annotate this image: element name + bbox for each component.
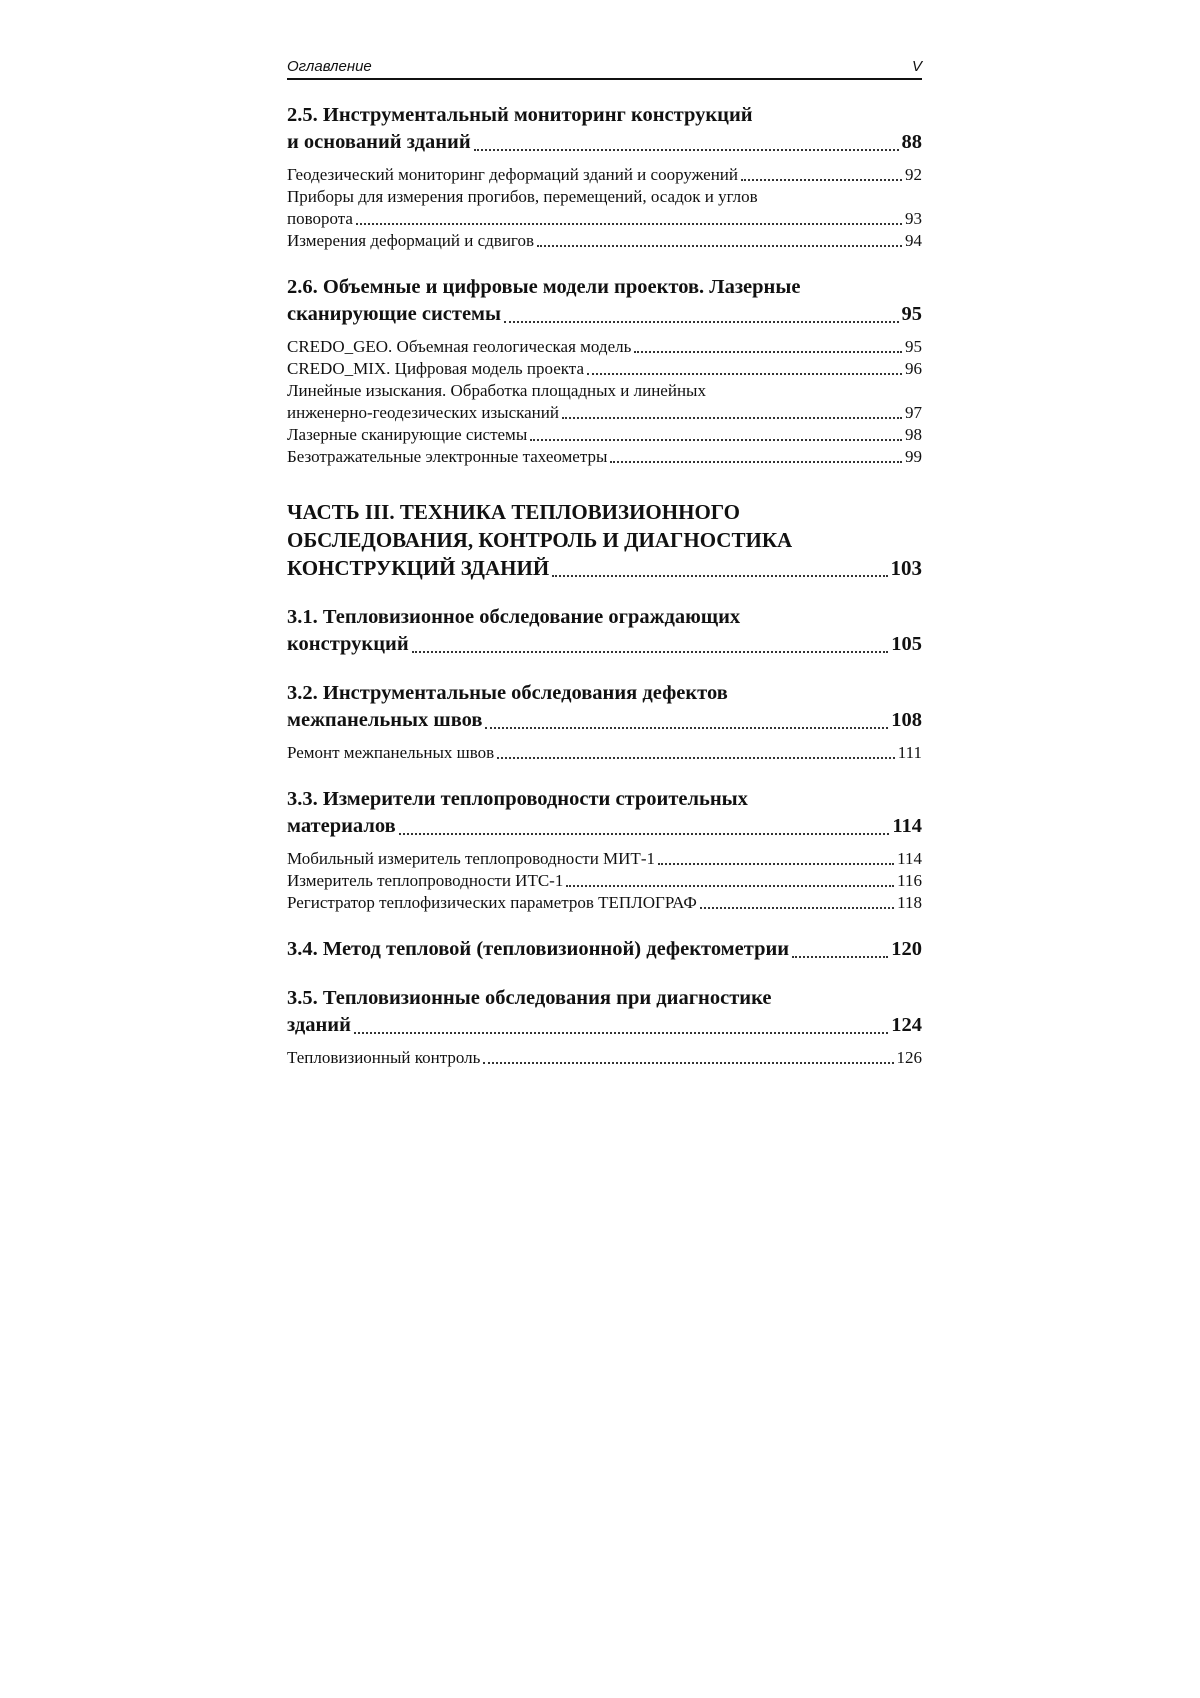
toc-entry-page-number: 124 bbox=[891, 1014, 922, 1036]
toc-entry-title: материалов bbox=[287, 815, 396, 837]
toc-entry-row bbox=[287, 707, 922, 734]
toc-entry-title: Тепловизионный контроль bbox=[287, 1048, 481, 1067]
dot-leader bbox=[412, 651, 889, 653]
dot-leader bbox=[587, 373, 902, 375]
dot-leader bbox=[504, 321, 898, 323]
running-header-title: Оглавление bbox=[287, 58, 372, 75]
dot-leader bbox=[562, 417, 902, 419]
toc-entry-title: Ремонт межпанельных швов bbox=[287, 743, 495, 762]
toc-entry-row bbox=[287, 358, 922, 380]
toc-entry-row bbox=[287, 1047, 922, 1069]
toc-entry-page-number: 93 bbox=[905, 209, 922, 228]
toc-entry-level-3[interactable] bbox=[287, 380, 922, 424]
dot-leader bbox=[483, 1062, 893, 1064]
toc-entry-title: Измерения деформаций и сдвигов bbox=[287, 231, 534, 250]
toc-entry-row bbox=[287, 129, 922, 156]
toc-entry-row bbox=[287, 631, 922, 658]
toc-entry-row bbox=[287, 402, 922, 424]
toc-entry-page-number: 98 bbox=[905, 425, 922, 444]
toc-entry-title: КОНСТРУКЦИЙ ЗДАНИЙ bbox=[287, 556, 550, 580]
toc-entry-page-number: 118 bbox=[897, 893, 922, 912]
toc-entry-row bbox=[287, 742, 922, 764]
toc-entry-level-3[interactable] bbox=[287, 424, 922, 446]
toc-entry-row bbox=[287, 892, 922, 914]
toc-entry-row bbox=[287, 301, 922, 328]
toc-entry-page-number: 111 bbox=[897, 743, 922, 762]
toc-entry-title: инженерно-геодезических изысканий bbox=[287, 403, 559, 422]
toc-entry-row bbox=[287, 554, 922, 582]
toc-entry-row bbox=[287, 208, 922, 230]
table-of-contents bbox=[287, 102, 922, 1069]
dot-leader bbox=[537, 245, 902, 247]
toc-entry-title: межпанельных швов bbox=[287, 709, 483, 731]
toc-entry-level-3[interactable] bbox=[287, 870, 922, 892]
toc-entry-title: Мобильный измеритель теплопроводности МИТ-1 bbox=[287, 849, 655, 868]
toc-entry-page-number: 120 bbox=[891, 938, 922, 960]
toc-entry-level-2[interactable] bbox=[287, 985, 922, 1039]
dot-leader bbox=[399, 833, 890, 835]
toc-entry-title-line: ЧАСТЬ III. ТЕХНИКА ТЕПЛОВИЗИОННОГО bbox=[287, 500, 740, 524]
toc-entry-row bbox=[287, 230, 922, 252]
toc-entry-title-line: 2.5. Инструментальный мониторинг конструкций bbox=[287, 104, 753, 126]
dot-leader bbox=[530, 439, 902, 441]
dot-leader bbox=[700, 907, 894, 909]
toc-entry-level-3[interactable] bbox=[287, 164, 922, 186]
toc-entry-page-number: 103 bbox=[890, 556, 922, 580]
toc-entry-title: и оснований зданий bbox=[287, 131, 471, 153]
dot-leader bbox=[566, 885, 894, 887]
toc-entry-row bbox=[287, 813, 922, 840]
dot-leader bbox=[634, 351, 902, 353]
dot-leader bbox=[552, 575, 887, 577]
toc-entry-page-number: 95 bbox=[905, 337, 922, 356]
toc-entry-level-2[interactable] bbox=[287, 274, 922, 328]
toc-entry-page-number: 95 bbox=[901, 303, 922, 325]
toc-entry-page-number: 108 bbox=[891, 709, 922, 731]
toc-entry-title: CREDO_GEO. Объемная геологическая модель bbox=[287, 337, 632, 356]
running-header-page-number: V bbox=[911, 58, 922, 75]
toc-entry-page-number: 114 bbox=[892, 815, 922, 837]
dot-leader bbox=[658, 863, 894, 865]
toc-entry-title-line: ОБСЛЕДОВАНИЯ, КОНТРОЛЬ И ДИАГНОСТИКА bbox=[287, 528, 793, 552]
toc-entry-title: Геодезический мониторинг деформаций зданий и сооружений bbox=[287, 165, 738, 184]
toc-entry-level-2[interactable] bbox=[287, 680, 922, 734]
toc-entry-title-line: 3.3. Измерители теплопроводности строительных bbox=[287, 788, 748, 810]
toc-entry-page-number: 94 bbox=[905, 231, 922, 250]
toc-page bbox=[287, 58, 922, 1069]
dot-leader bbox=[485, 727, 888, 729]
toc-entry-row bbox=[287, 1012, 922, 1039]
toc-entry-level-3[interactable] bbox=[287, 1047, 922, 1069]
toc-entry-level-3[interactable] bbox=[287, 230, 922, 252]
toc-entry-page-number: 126 bbox=[896, 1048, 922, 1067]
toc-entry-title: Регистратор теплофизических параметров ТЕПЛОГРАФ bbox=[287, 893, 697, 912]
toc-entry-level-2[interactable] bbox=[287, 786, 922, 840]
dot-leader bbox=[741, 179, 902, 181]
toc-entry-title-line: Приборы для измерения прогибов, перемещений, осадок и углов bbox=[287, 187, 758, 206]
toc-entry-page-number: 116 bbox=[897, 871, 922, 890]
toc-entry-title: 3.4. Метод тепловой (тепловизионной) дефектометрии bbox=[287, 938, 790, 960]
toc-entry-title-line: 3.2. Инструментальные обследования дефектов bbox=[287, 682, 728, 704]
toc-entry-level-2[interactable] bbox=[287, 936, 922, 963]
toc-entry-level-3[interactable] bbox=[287, 892, 922, 914]
toc-entry-page-number: 114 bbox=[897, 849, 922, 868]
toc-entry-title: поворота bbox=[287, 209, 353, 228]
toc-entry-page-number: 88 bbox=[901, 131, 922, 153]
toc-entry-title: конструкций bbox=[287, 633, 409, 655]
toc-entry-level-3[interactable] bbox=[287, 446, 922, 468]
toc-entry-title-line: Линейные изыскания. Обработка площадных и линейных bbox=[287, 381, 706, 400]
running-header bbox=[287, 58, 922, 80]
toc-entry-title: зданий bbox=[287, 1014, 351, 1036]
toc-entry-page-number: 96 bbox=[905, 359, 922, 378]
toc-entry-page-number: 97 bbox=[905, 403, 922, 422]
toc-entry-row bbox=[287, 848, 922, 870]
toc-entry-level-2[interactable] bbox=[287, 604, 922, 658]
dot-leader bbox=[610, 461, 902, 463]
toc-entry-row bbox=[287, 164, 922, 186]
toc-entry-title-line: 3.5. Тепловизионные обследования при диагностике bbox=[287, 987, 772, 1009]
toc-entry-level-2[interactable] bbox=[287, 102, 922, 156]
toc-entry-row bbox=[287, 424, 922, 446]
dot-leader bbox=[354, 1032, 888, 1034]
toc-entry-title-line: 3.1. Тепловизионное обследование ограждающих bbox=[287, 606, 741, 628]
toc-entry-title: Безотражательные электронные тахеометры bbox=[287, 447, 608, 466]
toc-entry-level-3[interactable] bbox=[287, 358, 922, 380]
toc-entry-level-3[interactable] bbox=[287, 336, 922, 358]
toc-entry-title: сканирующие системы bbox=[287, 303, 502, 325]
toc-entry-row bbox=[287, 446, 922, 468]
dot-leader bbox=[474, 149, 899, 151]
toc-entry-level-3[interactable] bbox=[287, 848, 922, 870]
toc-entry-page-number: 92 bbox=[905, 165, 922, 184]
toc-entry-row bbox=[287, 870, 922, 892]
toc-entry-page-number: 99 bbox=[905, 447, 922, 466]
toc-entry-title: CREDO_MIX. Цифровая модель проекта bbox=[287, 359, 584, 378]
toc-entry-row bbox=[287, 336, 922, 358]
toc-entry-page-number: 105 bbox=[891, 633, 922, 655]
toc-entry-level-3[interactable] bbox=[287, 186, 922, 230]
toc-entry-title: Измеритель теплопроводности ИТС-1 bbox=[287, 871, 564, 890]
toc-entry-title: Лазерные сканирующие системы bbox=[287, 425, 528, 444]
toc-entry-title-line: 2.6. Объемные и цифровые модели проектов. Лазерные bbox=[287, 276, 801, 298]
toc-entry-level-1[interactable] bbox=[287, 498, 922, 582]
toc-entry-row bbox=[287, 936, 922, 963]
dot-leader bbox=[356, 223, 902, 225]
toc-entry-level-3[interactable] bbox=[287, 742, 922, 764]
dot-leader bbox=[792, 956, 888, 958]
dot-leader bbox=[497, 757, 895, 759]
